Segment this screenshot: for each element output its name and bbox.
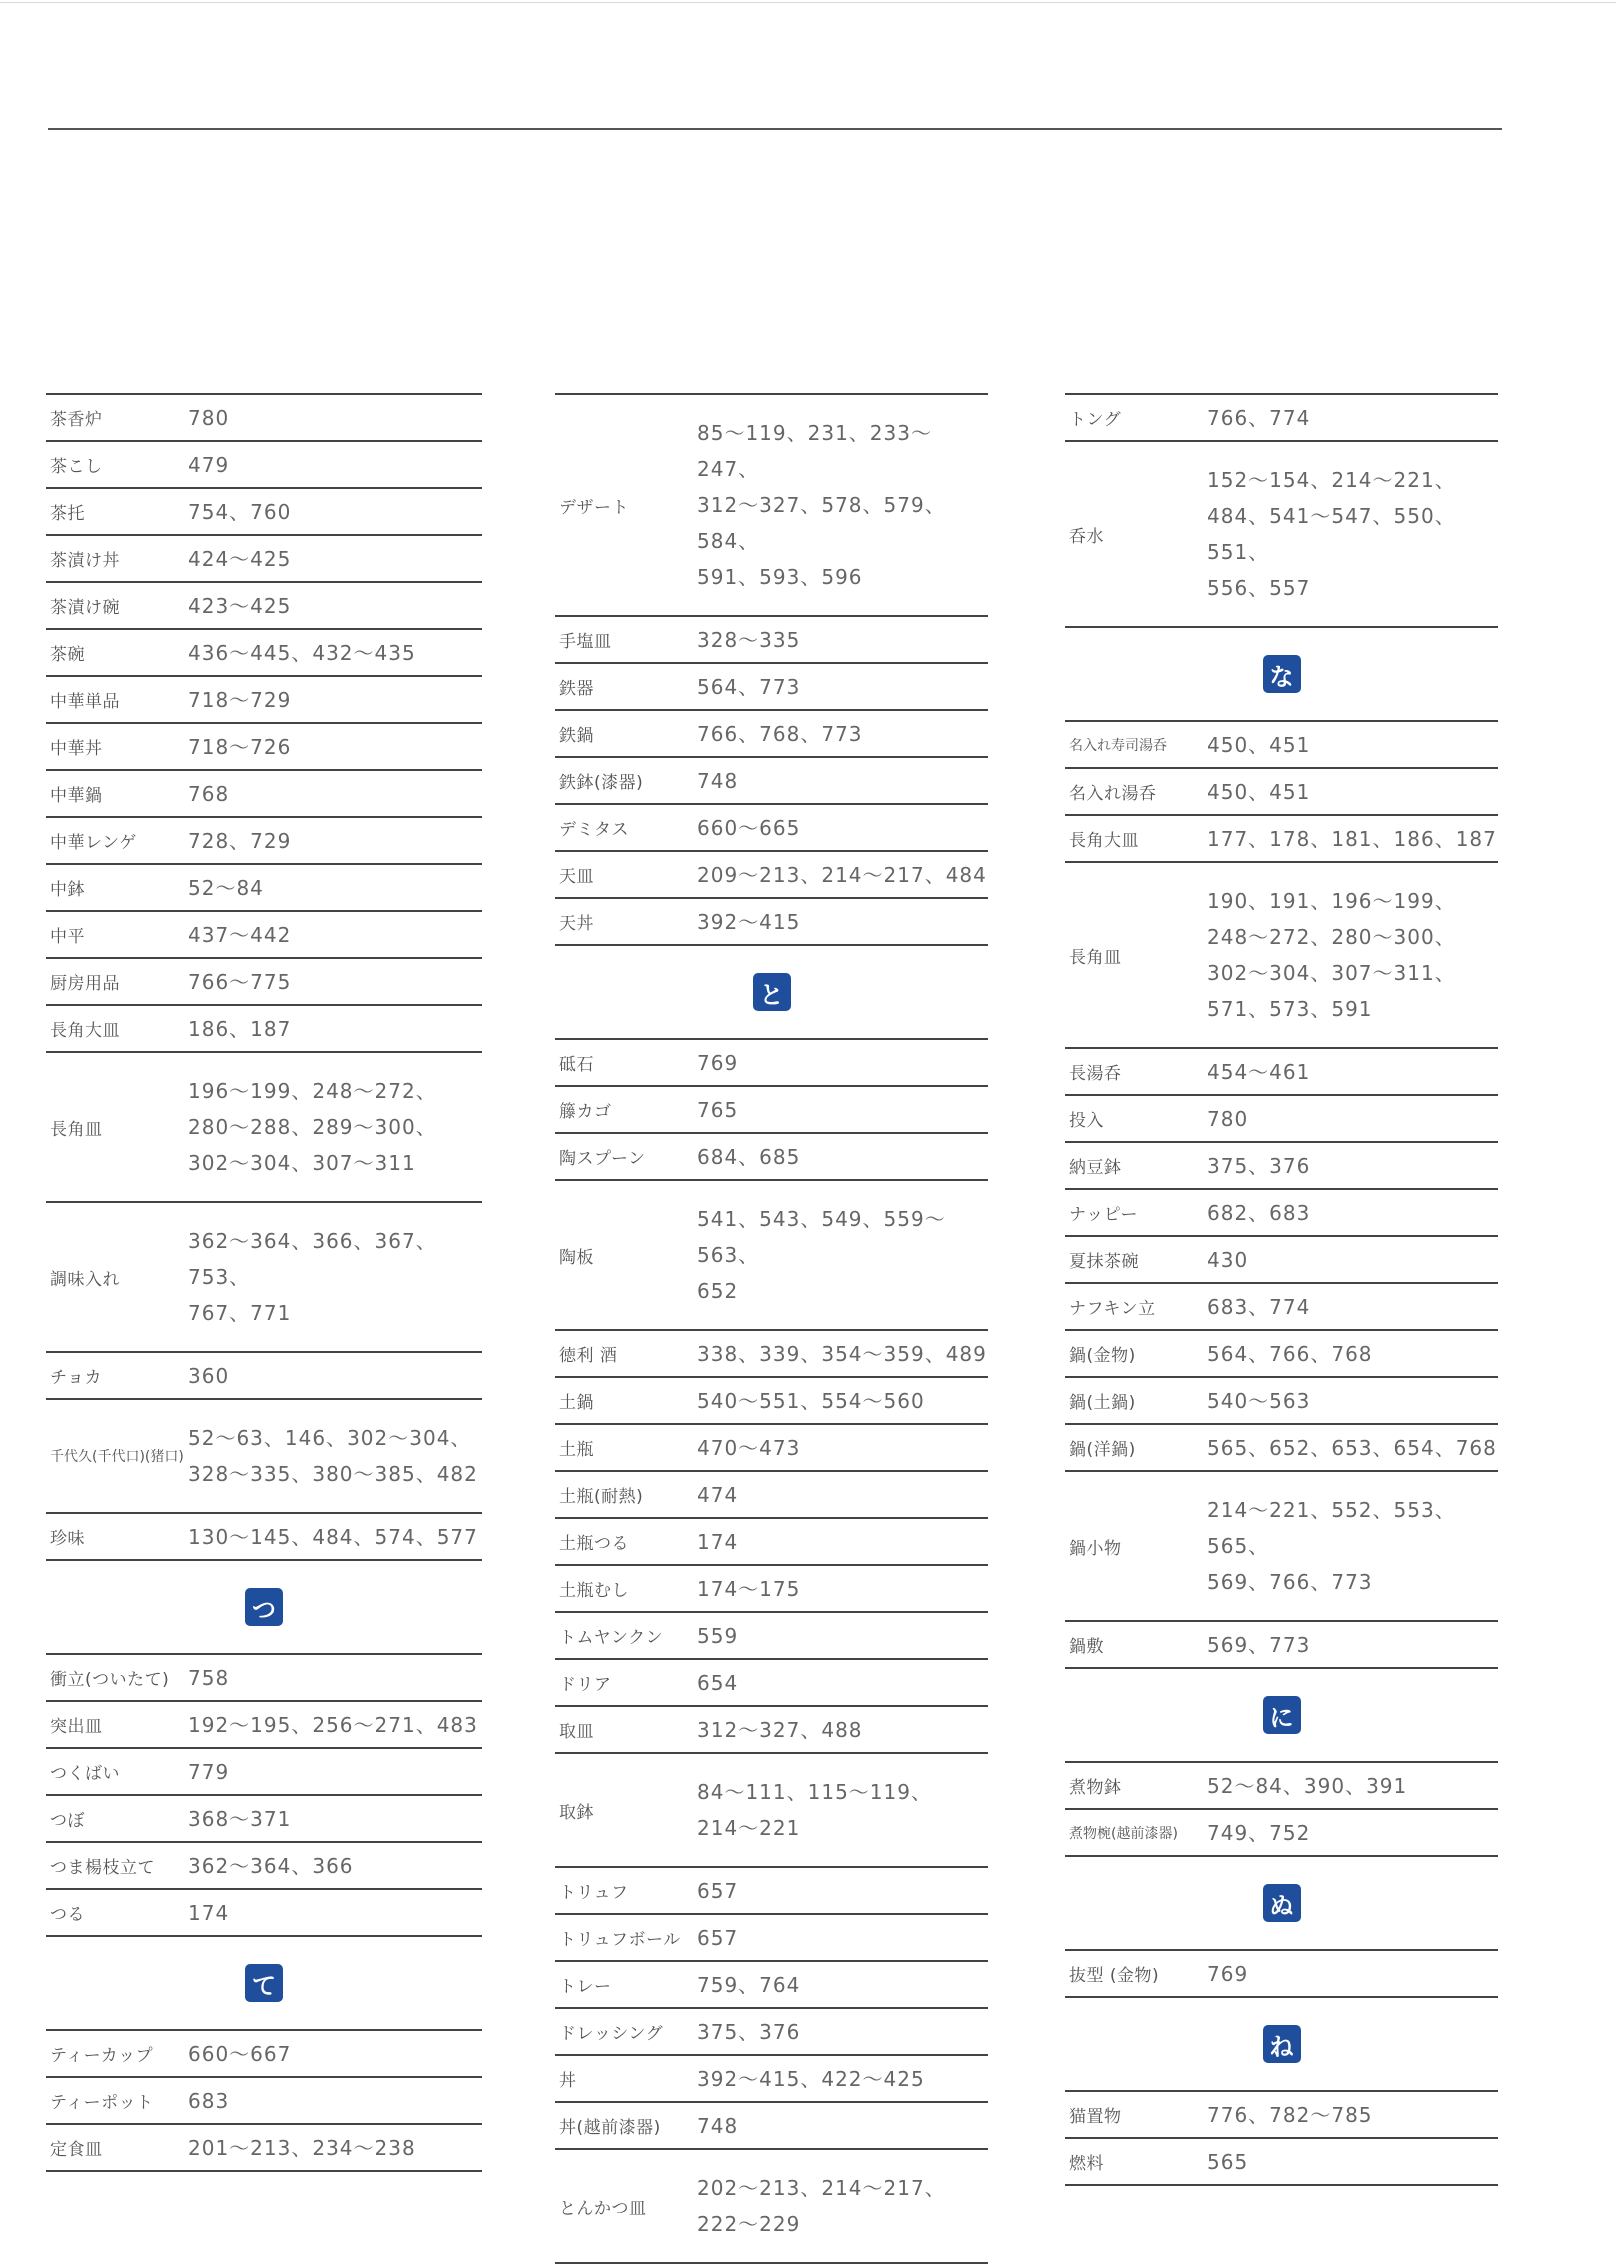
index-pages: 209～213、214～217、484 <box>697 862 987 887</box>
index-row <box>1065 769 1498 816</box>
index-term: デミタス <box>559 820 629 840</box>
index-pages: 84～111、115～119、 214～221 <box>697 1780 932 1840</box>
index-term: 納豆鉢 <box>1069 1158 1122 1178</box>
index-term: 土鍋 <box>559 1393 594 1413</box>
index-pages: 392～415 <box>697 909 801 934</box>
index-row <box>46 1514 482 1561</box>
index-term: 長湯呑 <box>1069 1064 1122 1084</box>
index-pages: 660～665 <box>697 815 801 840</box>
index-row <box>555 1181 988 1331</box>
header-rule <box>48 128 1502 130</box>
section-header <box>1065 1669 1498 1763</box>
index-row <box>46 1843 482 1890</box>
index-term: 中華レンゲ <box>50 833 137 853</box>
index-term: 調味入れ <box>50 1269 120 1290</box>
index-row <box>46 1890 482 1937</box>
index-row <box>555 2009 988 2056</box>
index-pages: 569、773 <box>1207 1632 1311 1657</box>
index-pages: 202～213、214～217、 222～229 <box>697 2176 946 2236</box>
section-kana-badge: ね <box>1263 2025 1301 2063</box>
index-term: 煮物椀(越前漆器) <box>1069 1825 1178 1842</box>
index-row <box>46 912 482 959</box>
index-pages: 52～84 <box>188 875 264 900</box>
index-row <box>1065 1284 1498 1331</box>
index-row <box>1065 2139 1498 2186</box>
index-row <box>1065 442 1498 628</box>
index-term: 陶板 <box>559 1247 594 1268</box>
index-row <box>555 1040 988 1087</box>
index-term: 夏抹茶碗 <box>1069 1252 1139 1272</box>
index-row <box>555 617 988 664</box>
index-term: 土瓶 <box>559 1440 594 1460</box>
index-pages: 174 <box>697 1529 739 1554</box>
index-row <box>46 865 482 912</box>
index-pages: 52～63、146、302～304、 328～335、380～385、482 <box>188 1426 478 1486</box>
index-term: 投入 <box>1069 1111 1104 1131</box>
index-row <box>555 711 988 758</box>
top-edge-line <box>0 2 1616 3</box>
index-pages: 759、764 <box>697 1972 801 1997</box>
index-row <box>555 1915 988 1962</box>
index-term: 中華丼 <box>50 739 103 759</box>
index-term: ティーカップ <box>50 2046 154 2066</box>
index-term: トムヤンクン <box>559 1628 664 1648</box>
index-term: 名入れ湯呑 <box>1069 784 1157 804</box>
index-row <box>555 899 988 946</box>
index-row <box>1065 1622 1498 1669</box>
index-pages: 776、782～785 <box>1207 2102 1373 2127</box>
index-pages: 541、543、549、559～563、 652 <box>697 1207 946 1303</box>
index-term: 鍋敷 <box>1069 1637 1104 1657</box>
index-pages: 754、760 <box>188 499 292 524</box>
index-term: チョカ <box>50 1368 102 1388</box>
index-row <box>555 1962 988 2009</box>
index-pages: 338、339、354～359、489 <box>697 1341 987 1366</box>
index-pages: 780 <box>1207 1106 1249 1131</box>
index-pages: 682、683 <box>1207 1200 1311 1225</box>
index-pages: 748 <box>697 768 739 793</box>
index-term: 丼 <box>559 2071 577 2091</box>
index-pages: 766、768、773 <box>697 721 863 746</box>
index-term: 土瓶むし <box>559 1581 629 1601</box>
index-pages: 375、376 <box>1207 1153 1311 1178</box>
index-row <box>46 442 482 489</box>
index-pages: 684、685 <box>697 1144 801 1169</box>
index-term: ティーポット <box>50 2093 154 2113</box>
index-pages: 769 <box>697 1050 739 1075</box>
index-pages: 52～84、390、391 <box>1207 1773 1408 1798</box>
section-header <box>46 1937 482 2031</box>
index-term: 籐カゴ <box>559 1102 612 1122</box>
index-row <box>555 1331 988 1378</box>
index-pages: 436～445、432～435 <box>188 640 416 665</box>
index-row <box>1065 1237 1498 1284</box>
index-pages: 718～729 <box>188 687 292 712</box>
index-row <box>555 1754 988 1868</box>
index-pages: 565、652、653、654、768 <box>1207 1435 1497 1460</box>
index-row <box>555 1566 988 1613</box>
index-pages: 683 <box>188 2088 230 2113</box>
section-header <box>46 1561 482 1655</box>
index-row <box>46 2125 482 2172</box>
index-term: 鍋小物 <box>1069 1538 1122 1559</box>
index-term: 中華鍋 <box>50 786 103 806</box>
index-row <box>1065 1810 1498 1857</box>
index-pages: 196～199、248～272、 280～288、289～300、 302～304、307～311 <box>188 1079 437 1175</box>
index-row <box>555 805 988 852</box>
index-column-1 <box>46 393 482 2172</box>
index-term: 中平 <box>50 927 85 947</box>
index-term: 中華単品 <box>50 692 120 712</box>
index-column-3 <box>1065 393 1498 2186</box>
section-kana-badge: な <box>1263 655 1301 693</box>
index-row <box>46 1796 482 1843</box>
index-pages: 749、752 <box>1207 1820 1311 1845</box>
index-term: 茶香炉 <box>50 410 103 430</box>
index-term: 鍋(土鍋) <box>1069 1393 1136 1413</box>
index-term: 長角皿 <box>50 1119 103 1140</box>
index-row <box>46 1702 482 1749</box>
index-row <box>555 2056 988 2103</box>
index-term: 手塩皿 <box>559 632 612 652</box>
index-row <box>46 583 482 630</box>
index-term: 取皿 <box>559 1722 594 1742</box>
index-row <box>1065 1049 1498 1096</box>
index-term: 天皿 <box>559 867 594 887</box>
index-term: トング <box>1069 410 1122 430</box>
index-row <box>1065 395 1498 442</box>
index-row <box>1065 1763 1498 1810</box>
index-term: 丼(越前漆器) <box>559 2118 661 2138</box>
index-pages: 479 <box>188 452 230 477</box>
index-row <box>555 1472 988 1519</box>
index-term: 土瓶つる <box>559 1534 629 1554</box>
index-row <box>46 959 482 1006</box>
index-pages: 328～335 <box>697 627 801 652</box>
index-term: 珍味 <box>50 1529 85 1549</box>
index-row <box>1065 1096 1498 1143</box>
index-pages: 450、451 <box>1207 779 1311 804</box>
index-term: 鉄器 <box>559 679 594 699</box>
index-term: 燃料 <box>1069 2154 1104 2174</box>
index-pages: 474 <box>697 1482 739 1507</box>
section-header <box>1065 628 1498 722</box>
index-term: 鍋(洋鍋) <box>1069 1440 1136 1460</box>
index-pages: 565 <box>1207 2149 1249 2174</box>
index-term: 土瓶(耐熱) <box>559 1487 644 1507</box>
index-pages: 201～213、234～238 <box>188 2135 416 2160</box>
index-term: ナッピー <box>1069 1205 1138 1225</box>
index-row <box>46 1006 482 1053</box>
index-pages: 683、774 <box>1207 1294 1311 1319</box>
index-row <box>1065 722 1498 769</box>
index-term: つくばい <box>50 1764 120 1784</box>
index-term: ドレッシング <box>559 2024 664 2044</box>
index-term: 長角大皿 <box>50 1021 120 1041</box>
index-pages: 540～563 <box>1207 1388 1311 1413</box>
index-row <box>555 1868 988 1915</box>
section-kana-badge: ぬ <box>1263 1884 1301 1922</box>
index-pages: 779 <box>188 1759 230 1784</box>
index-term: 茶漬け碗 <box>50 598 120 618</box>
index-pages: 368～371 <box>188 1806 292 1831</box>
index-term: トリュフボール <box>559 1930 681 1950</box>
section-header <box>555 946 988 1040</box>
index-term: 千代久(千代口)(猪口) <box>50 1449 184 1465</box>
section-kana-badge: つ <box>245 1588 283 1626</box>
index-row <box>46 630 482 677</box>
index-pages: 186、187 <box>188 1016 292 1041</box>
index-pages: 654 <box>697 1670 739 1695</box>
index-pages: 728、729 <box>188 828 292 853</box>
index-row <box>555 1378 988 1425</box>
index-pages: 657 <box>697 1878 739 1903</box>
index-row <box>555 852 988 899</box>
index-term: 茶こし <box>50 457 103 477</box>
index-term: 名入れ寿司湯呑 <box>1069 737 1167 754</box>
index-row <box>555 664 988 711</box>
index-term: デザート <box>559 497 629 518</box>
index-pages: 192～195、256～271、483 <box>188 1712 478 1737</box>
index-pages: 85～119、231、233～247、 312～327、578、579、584、 591、593、596 <box>697 421 946 589</box>
index-row <box>555 1087 988 1134</box>
index-row <box>46 2031 482 2078</box>
index-pages: 450、451 <box>1207 732 1311 757</box>
index-row <box>1065 1472 1498 1622</box>
index-row <box>1065 1425 1498 1472</box>
index-term: 定食皿 <box>50 2140 103 2160</box>
index-pages: 765 <box>697 1097 739 1122</box>
index-row <box>46 1353 482 1400</box>
index-row <box>555 2103 988 2150</box>
section-kana-badge: に <box>1263 1696 1301 1734</box>
index-term: とんかつ皿 <box>559 2198 647 2219</box>
index-row <box>1065 1143 1498 1190</box>
index-pages: 660～667 <box>188 2041 292 2066</box>
index-row <box>1065 863 1498 1049</box>
index-row <box>46 1053 482 1203</box>
index-row <box>555 395 988 617</box>
index-term: 鉄鍋 <box>559 726 594 746</box>
index-pages: 657 <box>697 1925 739 1950</box>
index-pages: 748 <box>697 2113 739 2138</box>
index-row <box>555 1707 988 1754</box>
index-term: 猫置物 <box>1069 2107 1122 2127</box>
index-pages: 766、774 <box>1207 405 1311 430</box>
index-term: 長角大皿 <box>1069 831 1139 851</box>
index-column-2 <box>555 393 988 2264</box>
index-pages: 437～442 <box>188 922 292 947</box>
index-pages: 362～364、366 <box>188 1853 354 1878</box>
index-pages: 152～154、214～221、 484、541～547、550、551、 556、557 <box>1207 468 1456 600</box>
index-pages: 758 <box>188 1665 230 1690</box>
index-pages: 540～551、554～560 <box>697 1388 925 1413</box>
index-term: 長角皿 <box>1069 947 1122 968</box>
index-pages: 362～364、366、367、753、 767、771 <box>188 1229 437 1325</box>
index-pages: 559 <box>697 1623 739 1648</box>
index-term: 茶托 <box>50 504 85 524</box>
index-pages: 424～425 <box>188 546 292 571</box>
index-row <box>46 395 482 442</box>
index-term: 徳利 酒 <box>559 1346 618 1366</box>
index-pages: 769 <box>1207 1961 1249 1986</box>
index-pages: 312～327、488 <box>697 1717 863 1742</box>
index-row <box>1065 2092 1498 2139</box>
index-pages: 718～726 <box>188 734 292 759</box>
index-row <box>555 758 988 805</box>
index-row <box>555 1134 988 1181</box>
index-row <box>1065 1190 1498 1237</box>
index-pages: 423～425 <box>188 593 292 618</box>
index-row <box>46 1400 482 1514</box>
index-term: 陶スプーン <box>559 1149 646 1169</box>
index-term: 煮物鉢 <box>1069 1778 1122 1798</box>
section-kana-badge: て <box>245 1964 283 2002</box>
index-row <box>555 1519 988 1566</box>
index-term: 茶漬け丼 <box>50 551 120 571</box>
index-term: 衝立(ついたて) <box>50 1670 170 1690</box>
index-pages: 766～775 <box>188 969 292 994</box>
index-row <box>1065 1951 1498 1998</box>
index-term: 鍋(金物) <box>1069 1346 1136 1366</box>
index-row <box>46 1749 482 1796</box>
index-pages: 430 <box>1207 1247 1249 1272</box>
index-pages: 174 <box>188 1900 230 1925</box>
index-term: 厨房用品 <box>50 974 120 994</box>
index-term: 中鉢 <box>50 880 85 900</box>
index-pages: 768 <box>188 781 230 806</box>
index-term: 鉄鉢(漆器) <box>559 773 644 793</box>
index-row <box>46 2078 482 2125</box>
section-kana-badge: と <box>753 973 791 1011</box>
index-row <box>1065 816 1498 863</box>
index-row <box>1065 1331 1498 1378</box>
index-pages: 130～145、484、574、577 <box>188 1524 478 1549</box>
index-row <box>46 677 482 724</box>
index-term: つま楊枝立て <box>50 1858 155 1878</box>
index-pages: 780 <box>188 405 230 430</box>
index-term: つぼ <box>50 1811 85 1831</box>
section-header <box>1065 1998 1498 2092</box>
index-term: 天丼 <box>559 914 594 934</box>
index-pages: 190、191、196～199、 248～272、280～300、 302～304、307～311、 571、573、591 <box>1207 889 1456 1021</box>
index-row <box>46 724 482 771</box>
index-row <box>555 1613 988 1660</box>
index-pages: 177、178、181、186、187 <box>1207 826 1497 851</box>
index-term: ドリア <box>559 1675 612 1695</box>
index-row <box>555 1425 988 1472</box>
index-term: ナフキン立 <box>1069 1299 1156 1319</box>
index-term: 砥石 <box>559 1055 594 1075</box>
index-pages: 564、766、768 <box>1207 1341 1373 1366</box>
index-term: 取鉢 <box>559 1802 594 1823</box>
index-row <box>46 489 482 536</box>
index-pages: 214～221、552、553、565、 569、766、773 <box>1207 1498 1456 1594</box>
index-pages: 470～473 <box>697 1435 801 1460</box>
index-pages: 375、376 <box>697 2019 801 2044</box>
section-header <box>1065 1857 1498 1951</box>
index-row <box>46 1655 482 1702</box>
index-term: トレー <box>559 1977 612 1997</box>
index-term: 茶碗 <box>50 645 85 665</box>
index-pages: 174～175 <box>697 1576 801 1601</box>
index-row <box>555 2150 988 2264</box>
index-pages: 392～415、422～425 <box>697 2066 925 2091</box>
index-row <box>46 818 482 865</box>
index-row <box>1065 1378 1498 1425</box>
index-pages: 454～461 <box>1207 1059 1311 1084</box>
index-term: つる <box>50 1905 85 1925</box>
index-pages: 360 <box>188 1363 230 1388</box>
index-row <box>46 1203 482 1353</box>
index-row <box>46 771 482 818</box>
index-term: 抜型 (金物) <box>1069 1966 1160 1986</box>
index-row <box>46 536 482 583</box>
index-term: トリュフ <box>559 1883 629 1903</box>
index-row <box>555 1660 988 1707</box>
index-pages: 564、773 <box>697 674 801 699</box>
index-term: 突出皿 <box>50 1717 103 1737</box>
index-term: 呑水 <box>1069 526 1104 547</box>
